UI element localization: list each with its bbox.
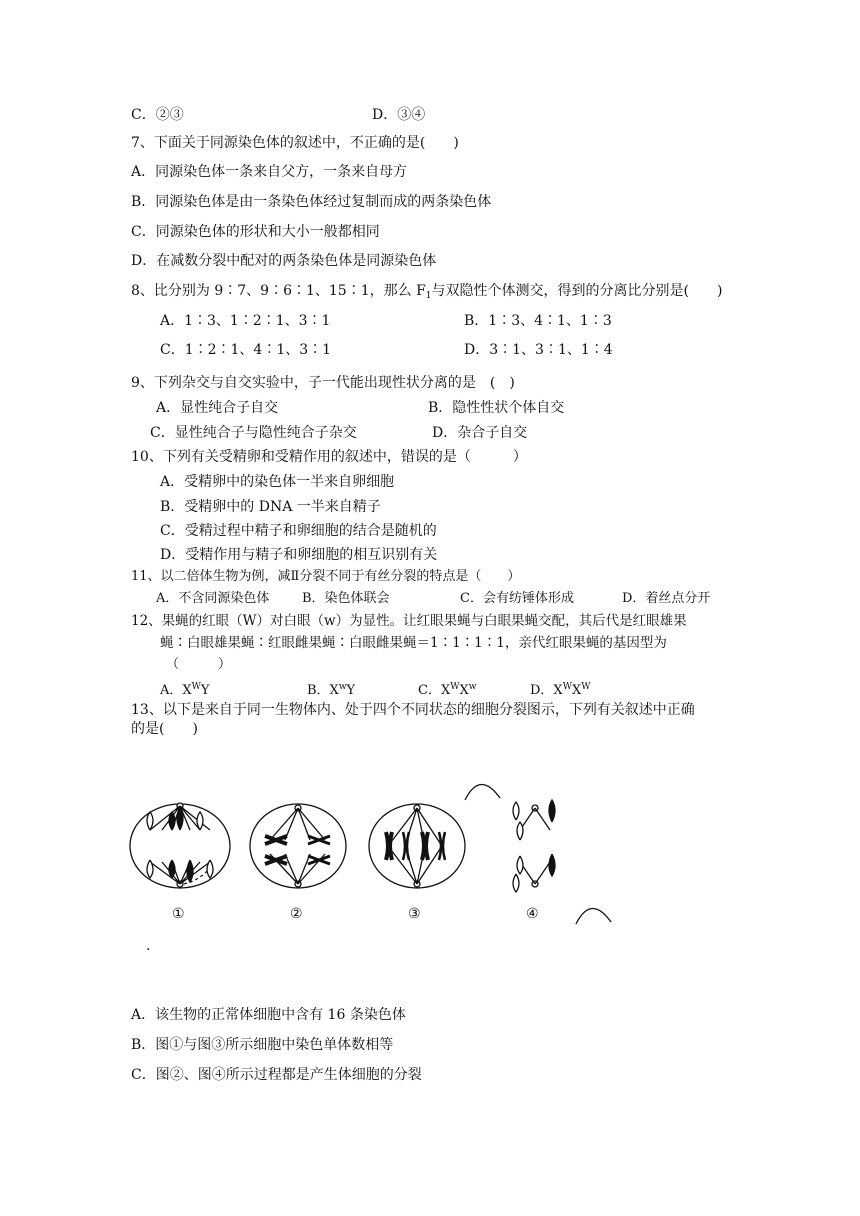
q8-option-a: A．1∶3、1∶2∶1、3∶1 [160, 313, 331, 329]
q10-option-b: B．受精卵中的 DNA 一半来自精子 [160, 499, 381, 515]
q12-c-sup1: W [450, 682, 460, 692]
q8-stem-pre: 8、比分别为 9∶7、9∶6∶1、15∶1，那么 F [131, 283, 426, 299]
q11-option-c: C．会有纺锤体形成 [460, 591, 574, 606]
q8-option-c: C．1∶2∶1、4∶1、3∶1 [160, 342, 332, 358]
q13-stem-line2: 的是( ) [131, 721, 198, 737]
q10-stem: 10、下列有关受精卵和受精作用的叙述中，错误的是（ ） [131, 449, 527, 465]
figure-dot: . [146, 938, 151, 954]
q12-option-b [307, 677, 355, 701]
q9-stem: 9、下列杂交与自交实验中，子一代能出现性状分离的是 ( ) [131, 375, 515, 391]
figure-label-2: ② [290, 906, 303, 922]
q12-a-sup: W [191, 682, 201, 692]
q12-stem-line2: 蝇∶白眼雄果蝇∶红眼雌果蝇∶白眼雌果蝇＝1∶1∶1∶1，亲代红眼果蝇的基因型为 [160, 635, 667, 651]
q10-option-c: C．受精过程中精子和卵细胞的结合是随机的 [160, 523, 437, 539]
q13-option-c: C．图②、图④所示过程都是产生体细胞的分裂 [131, 1067, 422, 1083]
q12-b-post: Y [346, 683, 356, 698]
q8-stem-post: 与双隐性个体测交，得到的分离比分别是( ) [431, 283, 723, 299]
q12-a-pre: A．X [160, 683, 192, 698]
cell-2 [250, 804, 346, 888]
q12-stem-line1: 12、果蝇的红眼（W）对白眼（w）为显性。让红眼果蝇与白眼果蝇交配，其后代是红眼雄果 [131, 613, 687, 629]
q6-option-c: C．②③ [131, 107, 184, 123]
q11-stem: 11、以二倍体生物为例，减Ⅱ分裂不同于有丝分裂的特点是（ ） [131, 569, 521, 584]
q10-option-a: A．受精卵中的染色体一半来自卵细胞 [160, 474, 395, 490]
q12-option-d [530, 677, 590, 701]
q13-option-a: A．该生物的正常体细胞中含有 16 条染色体 [131, 1007, 406, 1023]
cell-division-diagrams [120, 760, 640, 960]
figure-label-3: ③ [408, 906, 421, 922]
q13-stem-line1: 13、以下是来自于同一生物体内、处于四个不同状态的细胞分裂图示，下列有关叙述中正确 [131, 702, 695, 718]
q11-option-d: D．着丝点分开 [622, 591, 711, 606]
q12-c-mid: X [459, 683, 469, 698]
q7-option-c: C．同源染色体的形状和大小一般都相同 [131, 224, 380, 240]
q7-option-d: D．在减数分裂中配对的两条染色体是同源染色体 [131, 253, 437, 269]
q8-stem-sub: 1 [425, 291, 432, 301]
cell-division-figure [120, 760, 640, 960]
q9-option-d: D．杂合子自交 [432, 425, 528, 441]
q12-d-sup2: W [581, 682, 591, 692]
q12-c-pre: C．X [418, 683, 451, 698]
q12-d-sup1: W [562, 682, 572, 692]
cell-1 [130, 803, 230, 888]
q7-option-a: A．同源染色体一条来自父方，一条来自母方 [131, 164, 408, 180]
q7-option-b: B．同源染色体是由一条染色体经过复制而成的两条染色体 [131, 194, 492, 210]
q12-b-pre: B．X [307, 683, 339, 698]
q12-option-c [418, 677, 476, 701]
q10-option-d: D．受精作用与精子和卵细胞的相互识别有关 [160, 547, 438, 563]
cell-3 [369, 804, 465, 888]
q7-stem: 7、下面关于同源染色体的叙述中，不正确的是( ) [131, 135, 459, 151]
q6-option-d: D．③④ [372, 107, 426, 123]
q12-a-post: Y [200, 683, 210, 698]
q12-c-sup2: w [468, 682, 477, 692]
q8-option-b: B．1∶3、4∶1、1∶3 [464, 313, 612, 329]
q12-d-pre: D．X [530, 683, 563, 698]
q12-d-mid: X [571, 683, 582, 698]
q9-option-a: A．显性纯合子自交 [156, 400, 279, 416]
q12-b-sup: w [338, 682, 347, 692]
q8-option-d: D．3∶1、3∶1、1∶4 [464, 342, 613, 358]
q9-option-c: C．显性纯合子与隐性纯合子杂交 [150, 425, 357, 441]
q11-option-b: B．染色体联会 [302, 591, 390, 606]
q8-stem [131, 281, 722, 306]
figure-label-4: ④ [526, 906, 539, 922]
q11-option-a: A．不含同源染色体 [156, 591, 270, 606]
q12-stem-line3: （ ） [166, 657, 232, 672]
q12-option-a [160, 677, 210, 701]
figure-label-1: ① [172, 906, 185, 922]
q13-option-b: B．图①与图③所示细胞中染色单体数相等 [131, 1037, 394, 1053]
q9-option-b: B．隐性性状个体自交 [428, 400, 565, 416]
